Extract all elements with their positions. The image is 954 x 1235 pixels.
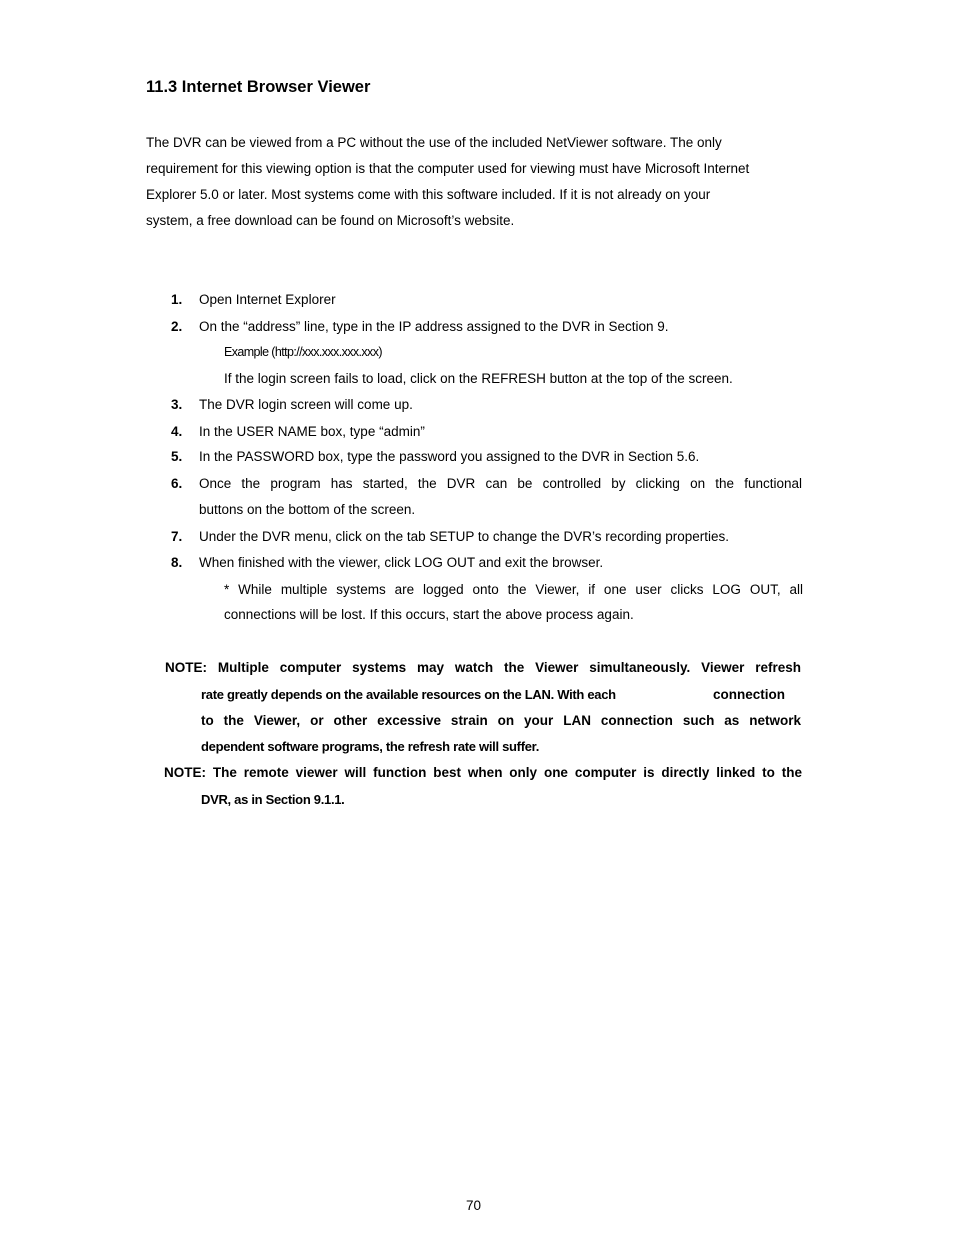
step-text: On the “address” line, type in the IP address assigned to the DVR in Section 9. [199, 319, 669, 334]
step-text: The DVR login screen will come up. [199, 397, 413, 412]
step-example: Example (http://xxx.xxx.xxx.xxx) [224, 345, 382, 359]
step-number: 8. [171, 555, 183, 570]
step-number: 5. [171, 449, 183, 464]
step-text-continued: buttons on the bottom of the screen. [199, 502, 416, 517]
step-number: 3. [171, 397, 183, 412]
step-number: 7. [171, 529, 183, 544]
logout-warning-continued: connections will be lost. If this occurs, start the above process again. [224, 607, 634, 622]
step-text: In the USER NAME box, type “admin” [199, 424, 425, 439]
step-text: Under the DVR menu, click on the tab SETUP to change the DVR’s recording properties. [199, 529, 730, 544]
note-refresh: NOTE: Multiple computer systems may watch the Viewer simultaneously. Viewer refresh [165, 660, 801, 675]
note-direct-link: NOTE: The remote viewer will function best when only one computer is directly linked to the [164, 765, 802, 780]
step-number: 6. [171, 476, 183, 491]
note-refresh-line: to the Viewer, or other excessive strain on your LAN connection such as network [201, 713, 801, 728]
note-refresh-line: connection [713, 687, 786, 702]
note-direct-link-line: DVR, as in Section 9.1.1. [201, 792, 345, 807]
intro-paragraph [146, 130, 806, 234]
intro-line: system, a free download can be found on Microsoft’s website. [146, 213, 515, 228]
step-text: Open Internet Explorer [199, 292, 336, 307]
step-hint: If the login screen fails to load, click on the REFRESH button at the top of the screen. [224, 371, 733, 386]
intro-line: The DVR can be viewed from a PC without the use of the included NetViewer software. The only [146, 135, 722, 150]
section-heading: 11.3 Internet Browser Viewer [146, 78, 371, 96]
page-number: 70 [466, 1198, 482, 1213]
intro-line: Explorer 5.0 or later. Most systems come with this software included. If it is not already on your [146, 187, 711, 202]
logout-warning: * While multiple systems are logged onto the Viewer, if one user clicks LOG OUT, all [224, 582, 803, 597]
note-refresh-line: rate greatly depends on the available resources on the LAN. With each [201, 687, 616, 702]
step-number: 2. [171, 319, 183, 334]
step-text: Once the program has started, the DVR can be controlled by clicking on the functional [199, 476, 802, 491]
intro-line: requirement for this viewing option is that the computer used for viewing must have Microsoft Internet [146, 161, 750, 176]
step-number: 1. [171, 292, 183, 307]
step-text: When finished with the viewer, click LOG OUT and exit the browser. [199, 555, 604, 570]
step-number: 4. [171, 424, 183, 439]
note-refresh-line: dependent software programs, the refresh rate will suffer. [201, 739, 540, 754]
step-text: In the PASSWORD box, type the password you assigned to the DVR in Section 5.6. [199, 449, 700, 464]
